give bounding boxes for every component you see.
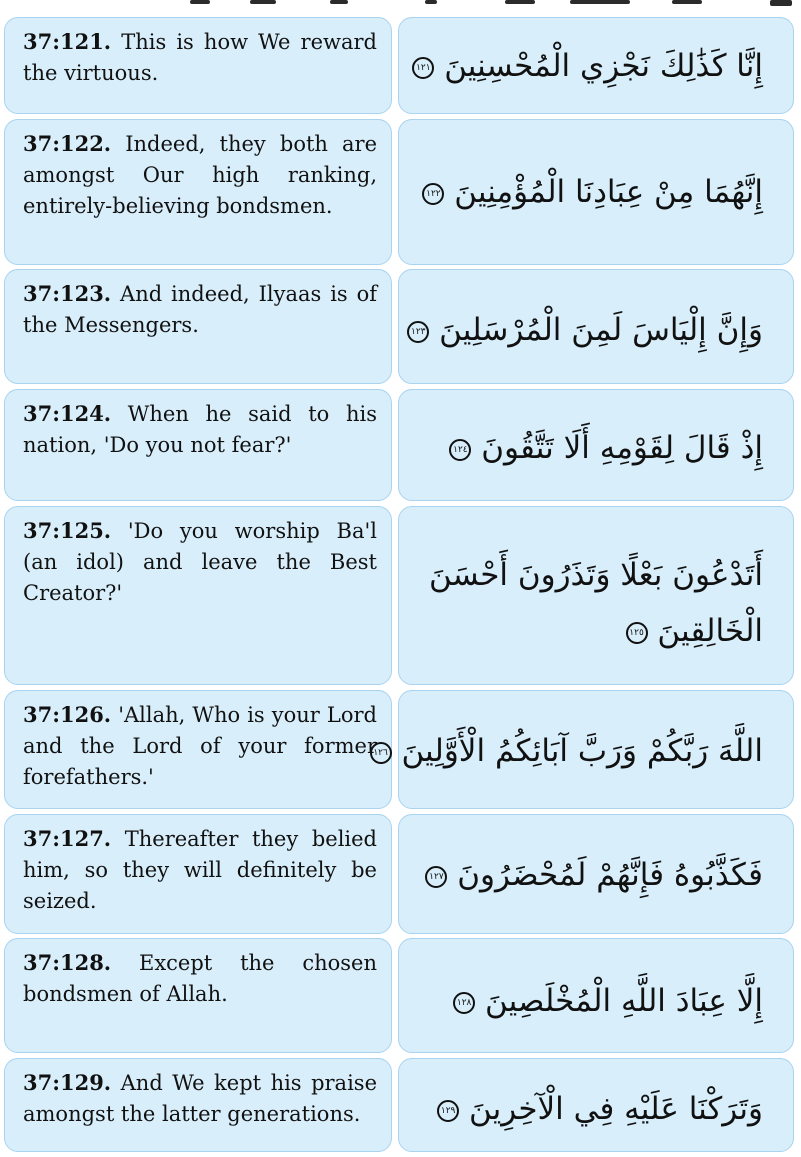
verse-row: [4, 1058, 794, 1152]
english-text: [23, 128, 377, 222]
arabic-text: [445, 420, 763, 476]
arabic-verse: وَإِنَّ إِلْيَاسَ لَمِنَ الْمُرْسَلِينَ: [439, 312, 763, 348]
translation: And We kept his praise amongst the latter generations.: [23, 1071, 377, 1126]
verse-ref: 37:123.: [23, 281, 112, 306]
english-text: [23, 699, 377, 793]
arabic-verse: إِنَّا كَذَٰلِكَ نَجْزِي الْمُحْسِنِينَ: [444, 48, 763, 84]
arabic-verse: اللَّهَ رَبَّكُمْ وَرَبَّ آبَائِكُمُ الْأَوَّلِينَ: [401, 733, 763, 769]
english-cell: [4, 814, 392, 934]
verse-row: [4, 506, 794, 685]
english-cell: [4, 389, 392, 501]
translation: When he said to his nation, 'Do you not fear?': [23, 402, 377, 457]
arabic-cell: [398, 1058, 794, 1152]
english-text: [23, 1067, 377, 1130]
arabic-verse: إِذْ قَالَ لِقَوْمِهِ أَلَا تَتَّقُونَ: [481, 430, 763, 466]
english-cell: [4, 690, 392, 809]
english-cell: [4, 1058, 392, 1152]
arabic-cell: [398, 119, 794, 265]
english-cell: [4, 938, 392, 1053]
verse-row: [4, 690, 794, 809]
verse-ref: 37:129.: [23, 1070, 112, 1095]
ayah-number-marker: ١٢٧: [425, 866, 447, 888]
arabic-text: [413, 547, 763, 659]
translation: This is how We reward the virtuous.: [23, 30, 377, 85]
verse-ref: 37:121.: [23, 29, 112, 54]
arabic-verse: وَتَرَكْنَا عَلَيْهِ فِي الْآخِرِينَ: [468, 1091, 763, 1127]
translation: Thereafter they belied him, so they will definitely be seized.: [23, 827, 377, 913]
verse-row: [4, 814, 794, 934]
arabic-text: [408, 38, 763, 94]
arabic-cell: [398, 814, 794, 934]
translation: 'Do you worship Ba'l (an idol) and leave the Best Creator?': [23, 519, 377, 605]
arabic-cell: [398, 269, 794, 384]
verse-row: [4, 17, 794, 114]
arabic-cell: [398, 389, 794, 501]
arabic-verse: أَتَدْعُونَ بَعْلًا وَتَذَرُونَ أَحْسَنَ الْخَالِقِينَ: [428, 557, 763, 649]
arabic-text: [366, 723, 763, 779]
ayah-number-marker: ١٢١: [412, 57, 434, 79]
verse-row: [4, 269, 794, 384]
ayah-number-marker: ١٢٢: [422, 183, 444, 205]
translation: Indeed, they both are amongst Our high ranking, entirely-believing bondsmen.: [23, 132, 377, 218]
translation: Except the chosen bondsmen of Allah.: [23, 951, 377, 1006]
arabic-text: [403, 302, 763, 358]
english-text: [23, 278, 377, 341]
arabic-text: [421, 847, 763, 903]
ayah-number-marker: ١٢٨: [453, 992, 475, 1014]
verse-ref: 37:128.: [23, 950, 112, 975]
verse-ref: 37:124.: [23, 401, 112, 426]
ayah-number-marker: ١٢٤: [449, 439, 471, 461]
translation: And indeed, Ilyaas is of the Messengers.: [23, 282, 377, 337]
ayah-number-marker: ١٢٦: [370, 742, 392, 764]
english-cell: [4, 119, 392, 265]
arabic-cell: [398, 938, 794, 1053]
arabic-text: [433, 1081, 763, 1137]
english-cell: [4, 269, 392, 384]
verse-ref: 37:122.: [23, 131, 112, 156]
arabic-verse: فَكَذَّبُوهُ فَإِنَّهُمْ لَمُحْضَرُونَ: [457, 857, 763, 893]
verse-row: [4, 119, 794, 265]
arabic-cell: [398, 17, 794, 114]
english-cell: [4, 506, 392, 685]
verse-row: [4, 389, 794, 501]
top-edge-marks: [0, 0, 801, 6]
english-cell: [4, 17, 392, 114]
verse-row: [4, 938, 794, 1053]
ayah-number-marker: ١٢٥: [626, 622, 648, 644]
verse-ref: 37:126.: [23, 702, 112, 727]
arabic-verse: إِلَّا عِبَادَ اللَّهِ الْمُخْلَصِينَ: [485, 983, 763, 1019]
verse-ref: 37:127.: [23, 826, 112, 851]
arabic-text: [418, 164, 763, 220]
ayah-number-marker: ١٢٩: [437, 1100, 459, 1122]
ayah-number-marker: ١٢٣: [407, 321, 429, 343]
arabic-cell: [373, 690, 794, 809]
arabic-verse: إِنَّهُمَا مِنْ عِبَادِنَا الْمُؤْمِنِينَ: [454, 174, 763, 210]
arabic-text: [449, 973, 763, 1029]
english-text: [23, 26, 377, 89]
english-text: [23, 947, 377, 1010]
arabic-cell: [398, 506, 794, 685]
english-text: [23, 823, 377, 917]
verse-ref: 37:125.: [23, 518, 112, 543]
english-text: [23, 398, 377, 461]
english-text: [23, 515, 377, 609]
translation: 'Allah, Who is your Lord and the Lord of your former forefathers.': [23, 703, 377, 789]
